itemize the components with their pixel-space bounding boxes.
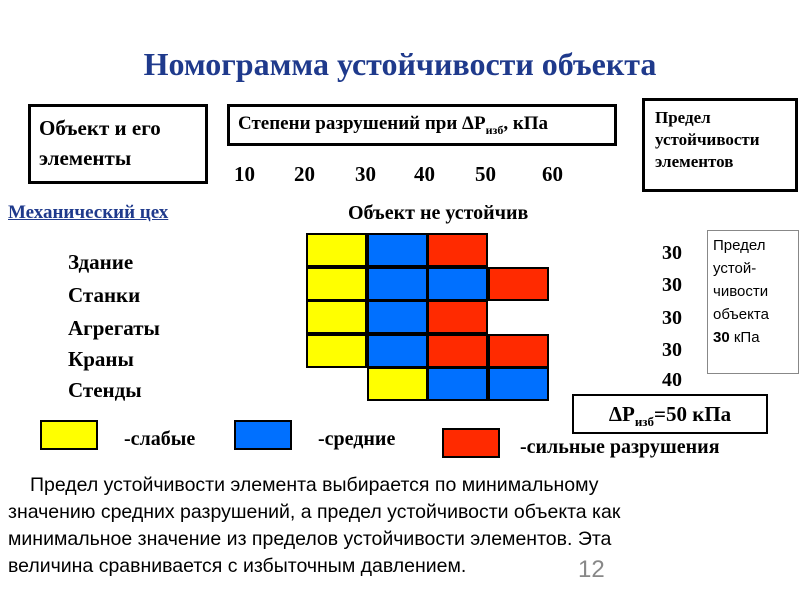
object-limit-unit: кПа — [729, 329, 760, 346]
legend-swatch-medium — [234, 420, 292, 450]
grid-cell-medium — [367, 233, 428, 267]
element-label: Стенды — [68, 378, 142, 402]
grid-cell-weak — [306, 300, 367, 334]
paragraph-line: Предел устойчивости элемента выбирается по минимальному — [30, 474, 599, 496]
degrees-box — [227, 104, 617, 146]
degrees-subscript: изб — [485, 122, 504, 137]
legend-label-weak: -слабые — [124, 428, 196, 450]
shop-link[interactable]: Механический цех — [8, 202, 169, 223]
grid-cell-medium — [367, 334, 428, 368]
element-label: Агрегаты — [68, 316, 160, 340]
element-label: Краны — [68, 347, 134, 371]
grid-cell-strong — [427, 300, 488, 334]
scale-tick: 20 — [294, 162, 315, 186]
grid-cell-medium — [488, 367, 549, 401]
object-limit-line: объекта — [713, 306, 769, 323]
degrees-unit: , кПа — [503, 113, 549, 134]
grid-cell-medium — [367, 267, 428, 301]
scale-tick: 10 — [234, 162, 255, 186]
grid-cell-strong — [488, 267, 549, 301]
grid-cell-weak — [306, 233, 367, 267]
element-label: Станки — [68, 283, 141, 307]
limit-elements-line-3: элементов — [655, 152, 734, 171]
grid-cell-strong — [427, 334, 488, 368]
excess-pressure-box — [572, 394, 768, 434]
object-limit-line: чивости — [713, 283, 769, 300]
object-elements-line-1: Объект и его — [39, 116, 161, 140]
page-number: 12 — [578, 556, 605, 583]
element-limit-value: 40 — [662, 369, 682, 391]
scale-tick: 40 — [414, 162, 435, 186]
element-limit-value: 30 — [662, 274, 682, 296]
object-elements-box — [28, 104, 208, 184]
limit-elements-box — [642, 98, 798, 192]
object-limit-line: Предел — [713, 237, 766, 254]
element-limit-value: 30 — [662, 307, 682, 329]
degrees-label: Степени разрушений при ΔP — [238, 113, 486, 134]
object-limit-value: 30 — [713, 329, 730, 346]
pressure-subscript: изб — [634, 414, 655, 430]
object-limit-box — [707, 230, 799, 374]
explanation-paragraph — [8, 472, 798, 580]
object-limit-line: устой- — [713, 260, 757, 277]
legend-swatch-strong — [442, 428, 500, 458]
grid-cell-medium — [367, 300, 428, 334]
grid-cell-weak — [367, 367, 428, 401]
page-title: Номограмма устойчивости объекта — [143, 46, 657, 82]
paragraph-line: значению средних разрушений, а предел устойчивости объекта как — [8, 501, 621, 523]
limit-elements-line-1: Предел — [655, 108, 711, 127]
scale-tick: 50 — [475, 162, 496, 186]
legend-label-medium: -средние — [318, 428, 396, 450]
scale-tick: 60 — [542, 162, 563, 186]
element-limit-value: 30 — [662, 339, 682, 361]
grid-cell-strong — [488, 334, 549, 368]
pressure-value: =50 кПа — [654, 402, 732, 426]
limit-elements-line-2: устойчивости — [655, 130, 760, 149]
object-elements-line-2: элементы — [39, 146, 132, 170]
grid-cell-weak — [306, 267, 367, 301]
element-label: Здание — [68, 250, 134, 274]
scale-tick: 30 — [355, 162, 376, 186]
object-not-stable-label: Объект не устойчив — [348, 202, 529, 224]
pressure-symbol: ΔP — [608, 402, 635, 426]
grid-cell-medium — [427, 267, 488, 301]
paragraph-line: величина сравнивается с избыточным давлением. — [8, 555, 467, 577]
legend-label-strong: -сильные разрушения — [520, 436, 720, 458]
legend-swatch-weak — [40, 420, 98, 450]
grid-cell-weak — [306, 334, 367, 368]
paragraph-line: минимальное значение из пределов устойчивости элементов. Эта — [8, 528, 612, 550]
grid-cell-strong — [427, 233, 488, 267]
grid-cell-medium — [427, 367, 488, 401]
element-limit-value: 30 — [662, 242, 682, 264]
